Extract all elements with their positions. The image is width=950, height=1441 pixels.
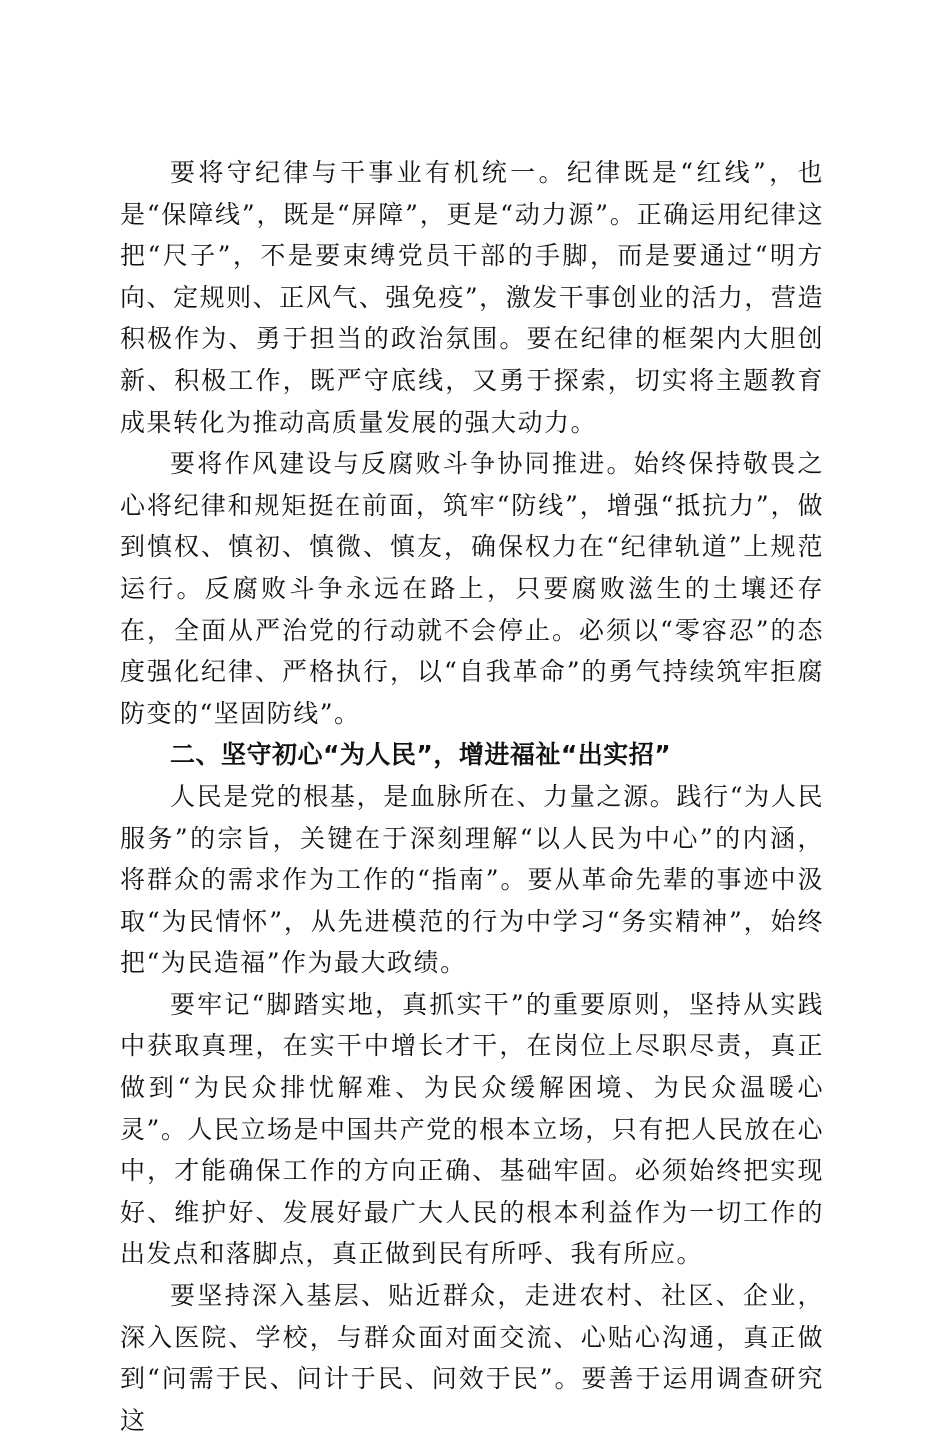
paragraph-style-and-anticorruption: 要将作风建设与反腐败斗争协同推进。始终保持敬畏之心将纪律和规矩挺在前面，筑牢“防线”，增强“抵抗力”，做到慎权、慎初、慎微、慎友，确保权力在“纪律轨道”上规范运行。反腐败斗争永远在路上，只要腐败滋生的土壤还存在，全面从严治党的行动就不会停止。必须以“零容忍”的态度强化纪律、严格执行，以“自我革命”的勇气持续筑牢拒腐防变的“坚固防线”。 — [120, 449, 824, 728]
paragraph-discipline-and-work: 要将守纪律与干事业有机统一。纪律既是“红线”，也是“保障线”，既是“屏障”，更是“动力源”。正确运用纪律这把“尺子”，不是要束缚党员干部的手脚，而是要通过“明方向、定规则、正风气、强免疫”，激发干事创业的活力，营造积极作为、勇于担当的政治氛围。要在纪律的框架内大胆创新、积极工作，既严守底线，又勇于探索，切实将主题教育成果转化为推动高质量发展的强大动力。 — [120, 158, 824, 437]
paragraph-practical-work: 要牢记“脚踏实地，真抓实干”的重要原则，坚持从实践中获取真理，在实干中增长才干，在岗位上尽职尽责，真正做到“为民众排忧解难、为民众缓解困境、为民众温暖心灵”。人民立场是中国共产党的根本立场，只有把人民放在心中，才能确保工作的方向正确、基础牢固。必须始终把实现好、维护好、发展好最广大人民的根本利益作为一切工作的出发点和落脚点，真正做到民有所呼、我有所应。 — [120, 989, 824, 1269]
paragraph-grassroots: 要坚持深入基层、贴近群众，走进农村、社区、企业，深入医院、学校，与群众面对面交流、心贴心沟通，真正做到“问需于民、问计于民、问效于民”。要善于运用调查研究这 — [120, 1281, 824, 1435]
document-body — [120, 152, 824, 1441]
section-heading: 二、坚守初心“为人民”，增进福祉“出实招” — [170, 740, 672, 770]
paragraph-people-foundation: 人民是党的根基，是血脉所在、力量之源。践行“为人民服务”的宗旨，关键在于深刻理解“以人民为中心”的内涵，将群众的需求作为工作的“指南”。要从革命先辈的事迹中汲取“为民情怀”，从先进模范的行为中学习“务实精神”，始终把“为民造福”作为最大政绩。 — [120, 781, 824, 978]
